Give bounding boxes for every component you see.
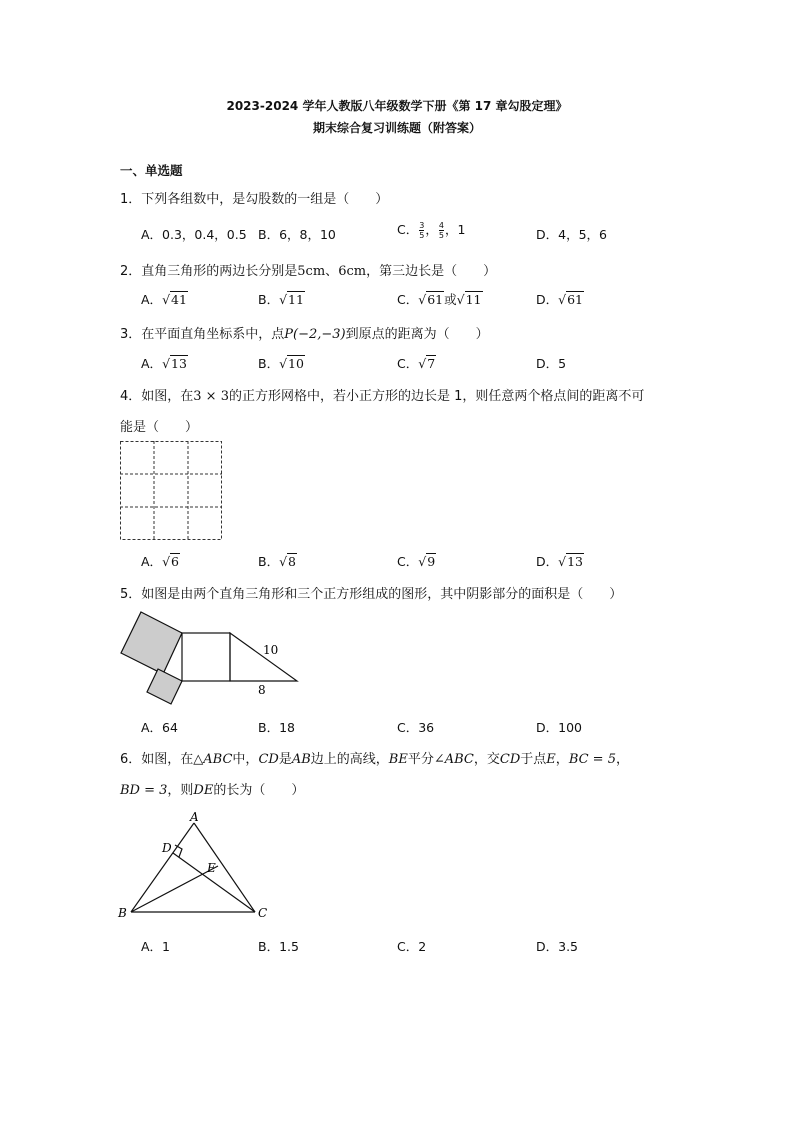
q6-option-c: C．2 <box>397 939 427 954</box>
question-1: 1．下列各组数中，是勾股数的一组是（ ） <box>120 192 389 207</box>
q4-option-c: C．√9 <box>397 554 436 569</box>
q3-option-d: D．5 <box>536 356 567 371</box>
q5-option-d: D．100 <box>536 720 582 735</box>
q3-option-a: A．√13 <box>141 356 187 371</box>
q1-fraction-4-5: $\frac{4}{5}$ <box>438 221 444 240</box>
q1-option-b: B．6，8，10 <box>258 227 336 242</box>
label-d: D <box>162 841 172 855</box>
q5-label-8: 8 <box>258 683 266 697</box>
bisector-be <box>131 866 218 912</box>
q4-option-a: A．√6 <box>141 554 179 569</box>
label-b: B <box>118 906 127 920</box>
q5-label-10: 10 <box>263 643 279 657</box>
q3-option-b: B．√10 <box>258 356 304 371</box>
label-e: E <box>207 861 216 875</box>
q2-option-d: D．√61 <box>536 292 584 307</box>
q1-option-a: A．0.3，0.4，0.5 <box>141 227 247 242</box>
q2-option-a: A．√41 <box>141 292 187 307</box>
q1-option-d: D．4，5，6 <box>536 227 607 242</box>
q2-option-b: B．√11 <box>258 292 304 307</box>
question-6-line1: 6．如图，在△ABC中，CD是AB边上的高线，BE平分∠ABC，交CD于点E，BC = 5， <box>120 752 629 767</box>
q5-option-b: B．18 <box>258 720 295 735</box>
q5-option-a: A．64 <box>141 720 178 735</box>
doc-title-line2: 期末综合复习训练题（附答案） <box>312 121 481 135</box>
q5-option-c: C．36 <box>397 720 435 735</box>
doc-title-line1: 2023-2024 学年人教版八年级数学下册《第 17 章勾股定理》 <box>226 99 568 113</box>
q1-option-c: C． $\frac{3}{5}$ ， $\frac{4}{5}$ ，1 <box>397 221 466 240</box>
label-c: C <box>258 906 268 920</box>
question-4-line2: 能是（ ） <box>120 420 199 435</box>
side-ab <box>131 823 194 912</box>
section-heading: 一、单选题 <box>120 163 183 178</box>
question-3: 3．在平面直角坐标系中，点P(−2,−3)到原点的距离为（ ） <box>120 327 489 342</box>
question-2: 2．直角三角形的两边长分别是5cm、6cm，第三边长是（ ） <box>120 264 497 279</box>
q2-option-c: C．√61或√11 <box>397 292 482 307</box>
q3-option-c: C．√7 <box>397 356 436 371</box>
q4-option-d: D．√13 <box>536 554 584 569</box>
q4-option-b: B．√8 <box>258 554 296 569</box>
q6-option-d: D．3.5 <box>536 939 579 954</box>
question-6-line2: BD = 3，则DE的长为（ ） <box>120 783 305 798</box>
question-5: 5．如图是由两个直角三角形和三个正方形组成的图形，其中阴影部分的面积是（ ） <box>120 587 623 602</box>
side-ac <box>194 823 255 912</box>
q1-fraction-3-5: $\frac{3}{5}$ <box>419 221 425 240</box>
q6-option-b: B．1.5 <box>258 939 299 954</box>
q6-option-a: A．1 <box>141 939 171 954</box>
label-a: A <box>190 810 199 824</box>
question-4-line1: 4．如图，在3 × 3的正方形网格中，若小正方形的边长是 1，则任意两个格点间的距离不可 <box>120 389 645 404</box>
